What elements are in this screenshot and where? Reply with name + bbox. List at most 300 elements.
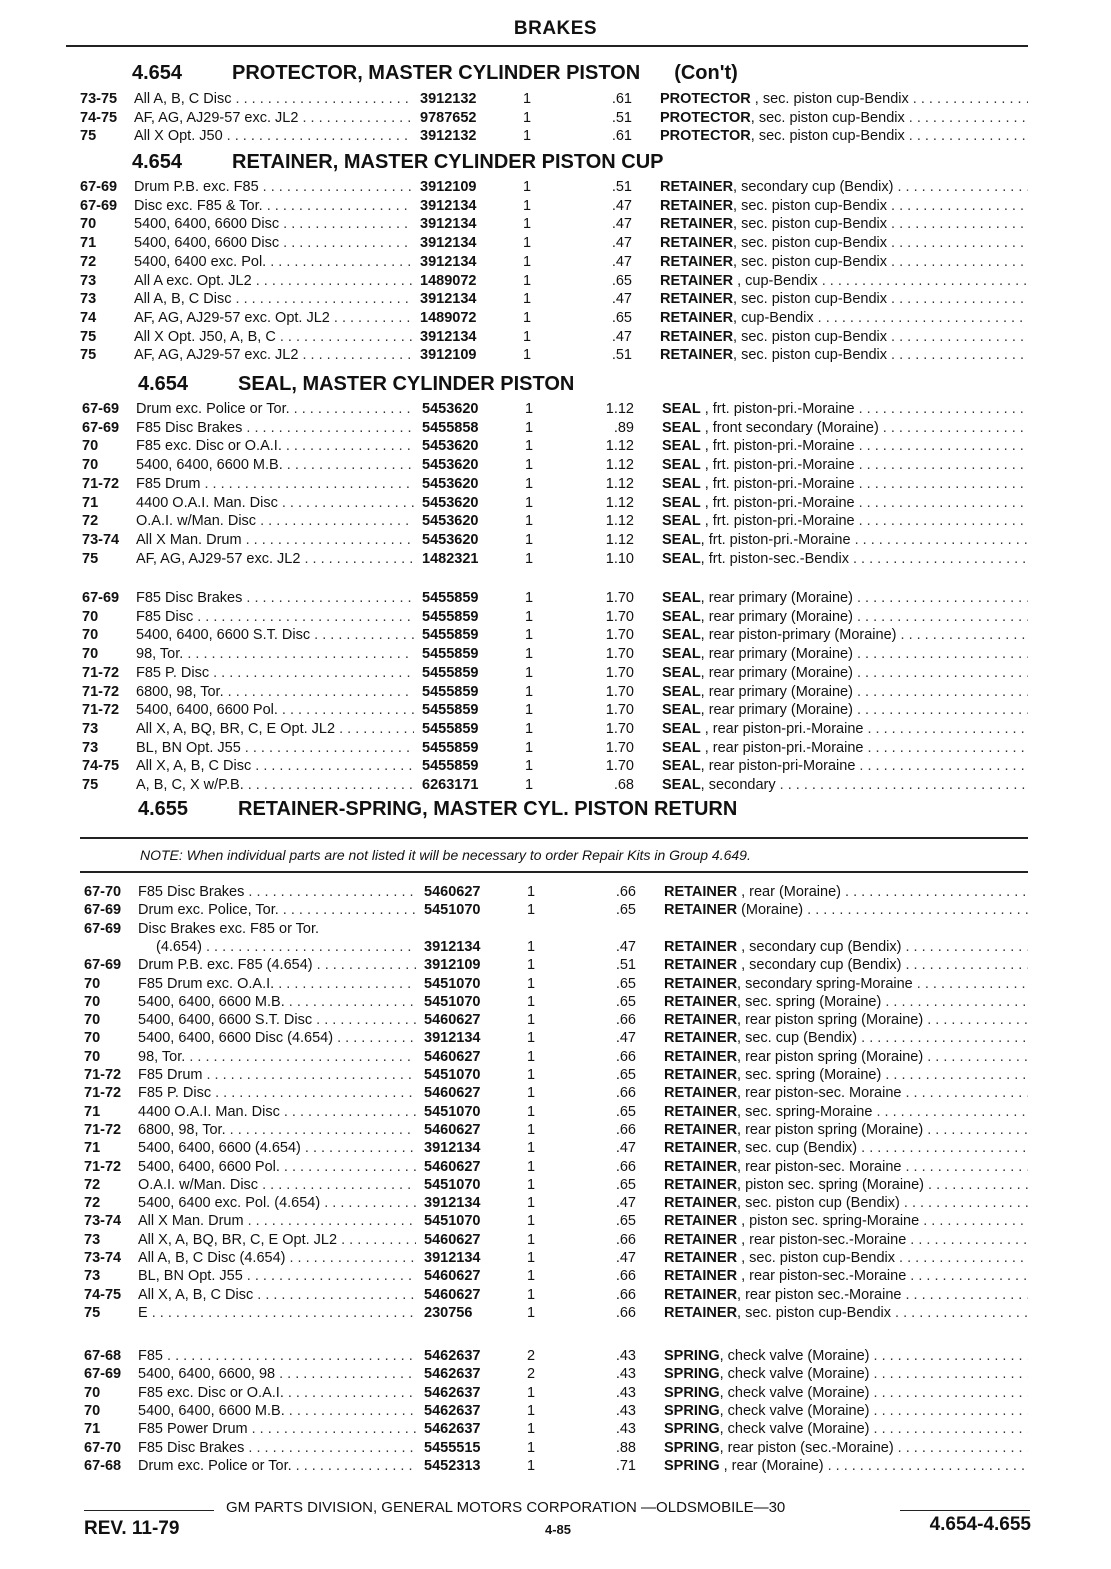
part-name-detail: , rear piston-pri-Moraine [700, 758, 856, 775]
model-year: 72 [84, 1195, 101, 1212]
application-description: 5400, 6400 exc. Pol. . . . [134, 253, 412, 271]
price: 1.12 [605, 494, 634, 511]
model-year: 73-74 [82, 531, 120, 548]
part-number: 3912109 [420, 179, 477, 195]
part-name [664, 1267, 1028, 1285]
part-number: 5455859 [422, 664, 479, 681]
part-number: 5455515 [424, 1439, 481, 1456]
table-row [0, 272, 1111, 290]
part-name-detail: , sec. spring-Moraine [737, 1103, 873, 1120]
part-name-detail: , rear primary (Moraine) [700, 702, 853, 719]
application-description: 5400, 6400, 6600 M.B. . . . [138, 1402, 416, 1420]
part-name [662, 494, 1028, 512]
price: .61 [611, 128, 632, 145]
part-name-detail: , sec. piston cup-Bendix [733, 347, 887, 364]
table-row [0, 400, 1111, 418]
part-name-detail: , rear piston-sec.-Moraine [737, 1268, 907, 1285]
application-description: F85 Disc . . . [136, 608, 414, 626]
part-name-keyword: RETAINER [664, 1213, 738, 1230]
part-name-keyword: SEAL [662, 438, 701, 455]
part-name-detail: , frt. piston-pri.-Moraine [700, 531, 851, 548]
price: .51 [611, 347, 632, 364]
table-row [0, 456, 1111, 474]
part-number: 5462637 [424, 1384, 481, 1401]
model-year: 71 [84, 1421, 101, 1438]
table-row [0, 328, 1111, 346]
price: 1.70 [605, 683, 634, 700]
part-name-keyword: RETAINER [660, 347, 734, 364]
quantity: 1 [522, 347, 532, 364]
table-row [0, 1011, 1111, 1029]
part-name [660, 328, 1028, 346]
quantity: 1 [526, 884, 536, 900]
model-year: 75 [80, 347, 97, 364]
application-description: BL, BN Opt. J55 . . . [136, 739, 414, 757]
application-description: 4400 O.A.I. Man. Disc . . . [138, 1103, 416, 1121]
application-description: Drum exc. Police, Tor. . . . [138, 901, 416, 919]
part-name-keyword: SPRING [664, 1402, 720, 1419]
table-row [0, 1194, 1111, 1212]
section-heading: PROTECTOR, MASTER CYLINDER PISTON [232, 62, 641, 84]
footer-rule-right [900, 1510, 1030, 1511]
continued-label: (Con't) [674, 62, 738, 84]
part-name-detail: , frt. piston-pri.-Moraine [700, 401, 855, 417]
price: .47 [615, 1140, 636, 1157]
quantity: 1 [526, 1085, 536, 1102]
section-title [132, 62, 738, 85]
part-name-detail: , rear piston spring (Moraine) [737, 1048, 924, 1065]
table-row [0, 901, 1111, 919]
part-name [660, 346, 1028, 364]
part-name-keyword: RETAINER [660, 235, 734, 252]
part-number: 5455859 [422, 646, 479, 663]
table-row [0, 475, 1111, 493]
price: .66 [615, 1158, 636, 1175]
application-description: All X Opt. J50 . . . [134, 127, 412, 145]
quantity: 1 [524, 438, 534, 455]
table-row [0, 683, 1111, 701]
part-number: 5462637 [424, 1421, 481, 1438]
part-name-detail: , sec. spring (Moraine) [737, 1067, 882, 1083]
table-row [0, 993, 1111, 1011]
part-name-detail: , frt. piston-pri.-Moraine [700, 457, 855, 474]
application-description: F85 Drum exc. O.A.I. . . . [138, 975, 416, 993]
part-name [664, 1231, 1028, 1249]
part-name-keyword: SEAL [662, 457, 701, 474]
part-name-detail: , check valve (Moraine) [719, 1421, 870, 1438]
model-year: 67-69 [84, 1366, 122, 1383]
quantity: 1 [522, 272, 532, 289]
price: .47 [615, 1250, 636, 1266]
part-name [664, 1384, 1028, 1402]
part-number: 5455859 [422, 758, 479, 775]
table-row [0, 1420, 1111, 1438]
part-name-detail: , frt. piston-pri.-Moraine [700, 513, 855, 530]
model-year: 71 [84, 1103, 101, 1120]
part-number: 3912132 [420, 128, 477, 145]
application-description: A, B, C, X w/P.B. . . . [136, 776, 414, 794]
table-row [0, 589, 1111, 607]
price: .66 [615, 1304, 636, 1321]
table-row [0, 290, 1111, 308]
price: .47 [611, 235, 632, 252]
application-description: 6800, 98, Tor. . . . [138, 1121, 416, 1139]
part-number: 5453620 [422, 457, 479, 474]
price: 1.70 [605, 720, 634, 737]
price: 1.12 [605, 438, 634, 455]
quantity: 1 [524, 419, 534, 436]
part-name-keyword: RETAINER [664, 993, 738, 1010]
part-name [660, 109, 1028, 127]
application-description: All X Opt. J50, A, B, C . . . [134, 328, 412, 346]
table-row [0, 1267, 1111, 1285]
price: .43 [615, 1384, 636, 1401]
price: 1.12 [605, 401, 634, 417]
quantity: 1 [526, 1140, 536, 1157]
price: .47 [611, 197, 632, 214]
part-name [662, 456, 1028, 474]
table-row [0, 757, 1111, 775]
model-year: 73 [84, 1268, 101, 1285]
quantity: 1 [526, 1421, 536, 1438]
part-name-detail: , frt. piston-pri.-Moraine [700, 494, 855, 511]
part-number: 5460627 [424, 1286, 481, 1303]
price: .89 [613, 419, 634, 436]
part-name-keyword: SEAL [662, 513, 701, 530]
part-number: 3912134 [424, 938, 481, 955]
part-name-detail: , sec. piston cup-Bendix [750, 91, 909, 107]
table-row [0, 626, 1111, 644]
application-description: All X Man. Drum . . . [136, 531, 414, 549]
part-number: 5451070 [424, 1213, 481, 1230]
part-name-detail: (Moraine) [737, 902, 804, 919]
part-name-detail: , sec. piston cup-Bendix [750, 128, 905, 145]
application-description: AF, AG, AJ29-57 exc. Opt. JL2 . . . [134, 309, 412, 327]
quantity: 1 [524, 683, 534, 700]
part-name-keyword: RETAINER [664, 1048, 738, 1065]
model-year: 74-75 [80, 109, 118, 126]
table-row [0, 645, 1111, 663]
price: .47 [615, 1030, 636, 1047]
part-name-detail: , frt. piston-sec.-Bendix [700, 550, 849, 567]
table-row [0, 109, 1111, 127]
part-name-detail: , sec. piston cup-Bendix [737, 1304, 891, 1321]
model-year: 70 [82, 627, 99, 644]
application-description: F85 . . . [138, 1347, 416, 1365]
application-description: Disc Brakes exc. F85 or Tor. [138, 920, 320, 937]
quantity: 1 [524, 457, 534, 474]
part-name [660, 178, 1028, 196]
part-name-detail: , rear piston (sec.-Moraine) [719, 1439, 894, 1456]
table-row [0, 1103, 1111, 1121]
application-description: O.A.I. w/Man. Disc . . . [138, 1176, 416, 1194]
quantity: 1 [524, 646, 534, 663]
model-year: 70 [84, 1048, 101, 1065]
table-row [0, 1402, 1111, 1420]
price: .47 [611, 291, 632, 308]
part-name-keyword: SEAL [662, 627, 701, 644]
quantity: 1 [526, 1048, 536, 1065]
part-number: 5460627 [424, 1231, 481, 1248]
part-name-detail: , sec. piston cup-Bendix [733, 197, 887, 214]
part-number: 1489072 [420, 309, 477, 326]
model-year: 72 [80, 253, 97, 270]
part-number: 5451070 [424, 1176, 481, 1193]
part-name-keyword: SEAL [662, 608, 701, 625]
section-number: 4.654 [132, 62, 183, 84]
model-year: 73-75 [80, 91, 118, 107]
application-description: 4400 O.A.I. Man. Disc . . . [136, 494, 414, 512]
table-row [0, 1212, 1111, 1230]
part-number: 5460627 [424, 1268, 481, 1285]
price: .66 [615, 1286, 636, 1303]
price: .47 [615, 938, 636, 955]
part-name [660, 309, 1028, 327]
part-name-keyword: SEAL [662, 401, 701, 417]
part-name [662, 608, 1028, 626]
quantity: 1 [524, 758, 534, 775]
price: .65 [615, 1067, 636, 1083]
price: .66 [615, 1085, 636, 1102]
price: .65 [615, 902, 636, 919]
table-row [0, 883, 1111, 901]
model-year: 70 [80, 216, 97, 233]
part-name-detail: , secondary cup (Bendix) [737, 938, 902, 955]
part-name-keyword: SPRING [664, 1366, 720, 1383]
part-name-detail: , sec. cup (Bendix) [737, 1030, 858, 1047]
model-year: 71 [84, 1140, 101, 1157]
part-name [660, 127, 1028, 145]
part-name [664, 1158, 1028, 1176]
part-name [664, 1212, 1028, 1230]
part-number: 3912134 [420, 328, 477, 345]
application-description: 5400, 6400, 6600 Pol. . . . [136, 701, 414, 719]
part-name-detail: , cup-Bendix [733, 272, 818, 289]
model-year: 73-74 [84, 1250, 122, 1266]
quantity: 1 [522, 109, 532, 126]
section-note: NOTE: When individual parts are not listed it will be necessary to order Repair Kits in Group 4.649. [140, 847, 751, 863]
application-description: 5400, 6400, 6600 Disc . . . [134, 215, 412, 233]
model-year: 67-69 [84, 920, 122, 937]
quantity: 1 [522, 179, 532, 195]
model-year: 70 [84, 975, 101, 992]
price: .43 [615, 1366, 636, 1383]
part-number: 5455859 [422, 683, 479, 700]
model-year: 75 [84, 1304, 101, 1321]
part-name-keyword: RETAINER [660, 272, 734, 289]
price: 1.70 [605, 590, 634, 606]
quantity: 1 [524, 494, 534, 511]
part-name-detail: , sec. piston cup (Bendix) [737, 1195, 900, 1212]
application-description: F85 Drum . . . [136, 475, 414, 493]
part-number: 5451070 [424, 993, 481, 1010]
part-name-detail: , sec. piston cup-Bendix [733, 253, 887, 270]
part-name-detail: , rear primary (Moraine) [700, 683, 853, 700]
part-name [660, 215, 1028, 233]
quantity: 1 [524, 531, 534, 548]
table-row [0, 1176, 1111, 1194]
model-year: 73 [80, 291, 97, 308]
part-name [662, 512, 1028, 530]
section-range: 4.654-4.655 [929, 1514, 1031, 1535]
part-name-keyword: RETAINER [664, 1195, 738, 1212]
application-description: F85 Power Drum . . . [138, 1420, 416, 1438]
quantity: 1 [526, 1121, 536, 1138]
quantity: 1 [526, 938, 536, 955]
price: 1.70 [605, 758, 634, 775]
part-name-detail: , sec. cup (Bendix) [737, 1140, 858, 1157]
part-name-keyword: RETAINER [664, 1030, 738, 1047]
model-year: 67-70 [84, 884, 122, 900]
price: .66 [615, 1012, 636, 1029]
part-number: 5462637 [424, 1366, 481, 1383]
part-name-keyword: RETAINER [660, 253, 734, 270]
model-year: 75 [80, 128, 97, 145]
application-description: 5400, 6400, 6600 S.T. Disc . . . [136, 626, 414, 644]
part-name [660, 90, 1028, 108]
part-number: 230756 [424, 1304, 473, 1321]
part-number: 5460627 [424, 1085, 481, 1102]
part-name [664, 975, 1028, 993]
part-name-keyword: SEAL [662, 646, 701, 663]
application-description: All A exc. Opt. JL2 . . . [134, 272, 412, 290]
model-year: 70 [82, 457, 99, 474]
part-name [664, 1439, 1028, 1457]
part-name [662, 701, 1028, 719]
part-name-keyword: RETAINER [664, 938, 738, 955]
table-row [0, 975, 1111, 993]
section-title [132, 151, 664, 174]
part-number: 3912134 [420, 291, 477, 308]
table-row [0, 215, 1111, 233]
table-row [0, 253, 1111, 271]
part-name [660, 272, 1028, 290]
price: .61 [611, 91, 632, 107]
model-year: 71-72 [82, 702, 120, 719]
price: 1.12 [605, 531, 634, 548]
part-name [662, 664, 1028, 682]
quantity: 1 [524, 550, 534, 567]
part-number: 5451070 [424, 975, 481, 992]
quantity: 1 [526, 1250, 536, 1266]
part-number: 5462637 [424, 1348, 481, 1364]
table-row [0, 920, 1111, 938]
part-name [662, 437, 1028, 455]
part-name [664, 1249, 1028, 1267]
model-year: 70 [84, 1012, 101, 1029]
quantity: 1 [526, 1268, 536, 1285]
model-year: 67-69 [82, 401, 120, 417]
part-name-detail: , rear piston-sec. Moraine [737, 1085, 902, 1102]
table-row [0, 776, 1111, 794]
price: .71 [615, 1457, 636, 1474]
part-name-detail: , check valve (Moraine) [719, 1402, 870, 1419]
part-name-detail: , rear primary (Moraine) [700, 646, 853, 663]
application-description: F85 exc. Disc or O.A.I. . . . [136, 437, 414, 455]
part-number: 6263171 [422, 777, 479, 793]
part-number: 5455859 [422, 608, 479, 625]
section-title [138, 373, 574, 396]
price: 1.70 [605, 608, 634, 625]
footer-text: GM PARTS DIVISION, GENERAL MOTORS CORPORATION —OLDSMOBILE—30 [226, 1499, 786, 1516]
part-name-detail: , secondary cup (Bendix) [737, 957, 902, 974]
model-year: 67-68 [84, 1457, 122, 1474]
part-name-keyword: PROTECTOR [660, 109, 751, 126]
table-row [0, 720, 1111, 738]
part-name-detail: , sec. piston cup-Bendix [733, 291, 887, 308]
model-year: 71-72 [82, 664, 120, 681]
part-number: 1482321 [422, 550, 479, 567]
application-description: 5400, 6400, 6600 Disc . . . [134, 234, 412, 252]
part-name-detail: , frt. piston-pri.-Moraine [700, 438, 855, 455]
table-row [0, 1231, 1111, 1249]
application-description: Disc exc. F85 & Tor. . . . [134, 197, 412, 215]
part-name [664, 1457, 1028, 1475]
part-name-keyword: SEAL [662, 739, 701, 756]
part-name-detail: , check valve (Moraine) [719, 1384, 870, 1401]
price: .66 [615, 1121, 636, 1138]
application-description: 5400, 6400, 6600 M.B. . . . [136, 456, 414, 474]
part-name-keyword: SEAL [662, 590, 701, 606]
part-name-keyword: RETAINER [664, 1085, 738, 1102]
quantity: 1 [522, 253, 532, 270]
part-number: 5451070 [424, 902, 481, 919]
application-description: Drum exc. Police or Tor. . . . [136, 400, 414, 418]
part-name-keyword: SEAL [662, 531, 701, 548]
model-year: 75 [80, 328, 97, 345]
price: .65 [615, 993, 636, 1010]
part-number: 5460627 [424, 1048, 481, 1065]
part-name-detail: , piston sec. spring (Moraine) [737, 1176, 925, 1193]
quantity: 1 [522, 309, 532, 326]
application-description: F85 P. Disc . . . [136, 664, 414, 682]
table-row [0, 1121, 1111, 1139]
part-number: 3912109 [420, 347, 477, 364]
part-name [664, 1176, 1028, 1194]
price: 1.70 [605, 646, 634, 663]
part-name [664, 993, 1028, 1011]
part-number: 3912134 [420, 235, 477, 252]
part-name [664, 1286, 1028, 1304]
quantity: 1 [526, 1195, 536, 1212]
model-year: 73-74 [84, 1213, 122, 1230]
part-number: 5455859 [422, 590, 479, 606]
part-number: 5462637 [424, 1402, 481, 1419]
quantity: 1 [522, 291, 532, 308]
part-name [664, 1365, 1028, 1383]
table-row [0, 234, 1111, 252]
quantity: 1 [524, 608, 534, 625]
table-row [0, 739, 1111, 757]
part-number: 3912134 [424, 1140, 481, 1157]
part-number: 3912134 [420, 216, 477, 233]
quantity: 1 [526, 1402, 536, 1419]
part-name-keyword: RETAINER [664, 1012, 738, 1029]
table-row [0, 90, 1111, 108]
header-rule [66, 45, 1028, 47]
model-year: 70 [82, 608, 99, 625]
part-name-keyword: RETAINER [660, 216, 734, 233]
model-year: 67-69 [84, 902, 122, 919]
table-row [0, 1066, 1111, 1084]
part-name [664, 1048, 1028, 1066]
part-name-detail: , cup-Bendix [733, 309, 814, 326]
part-name-detail: , sec. piston cup-Bendix [750, 109, 905, 126]
price: .65 [615, 1213, 636, 1230]
quantity: 1 [526, 1103, 536, 1120]
model-year: 72 [84, 1176, 101, 1193]
model-year: 71 [80, 235, 97, 252]
